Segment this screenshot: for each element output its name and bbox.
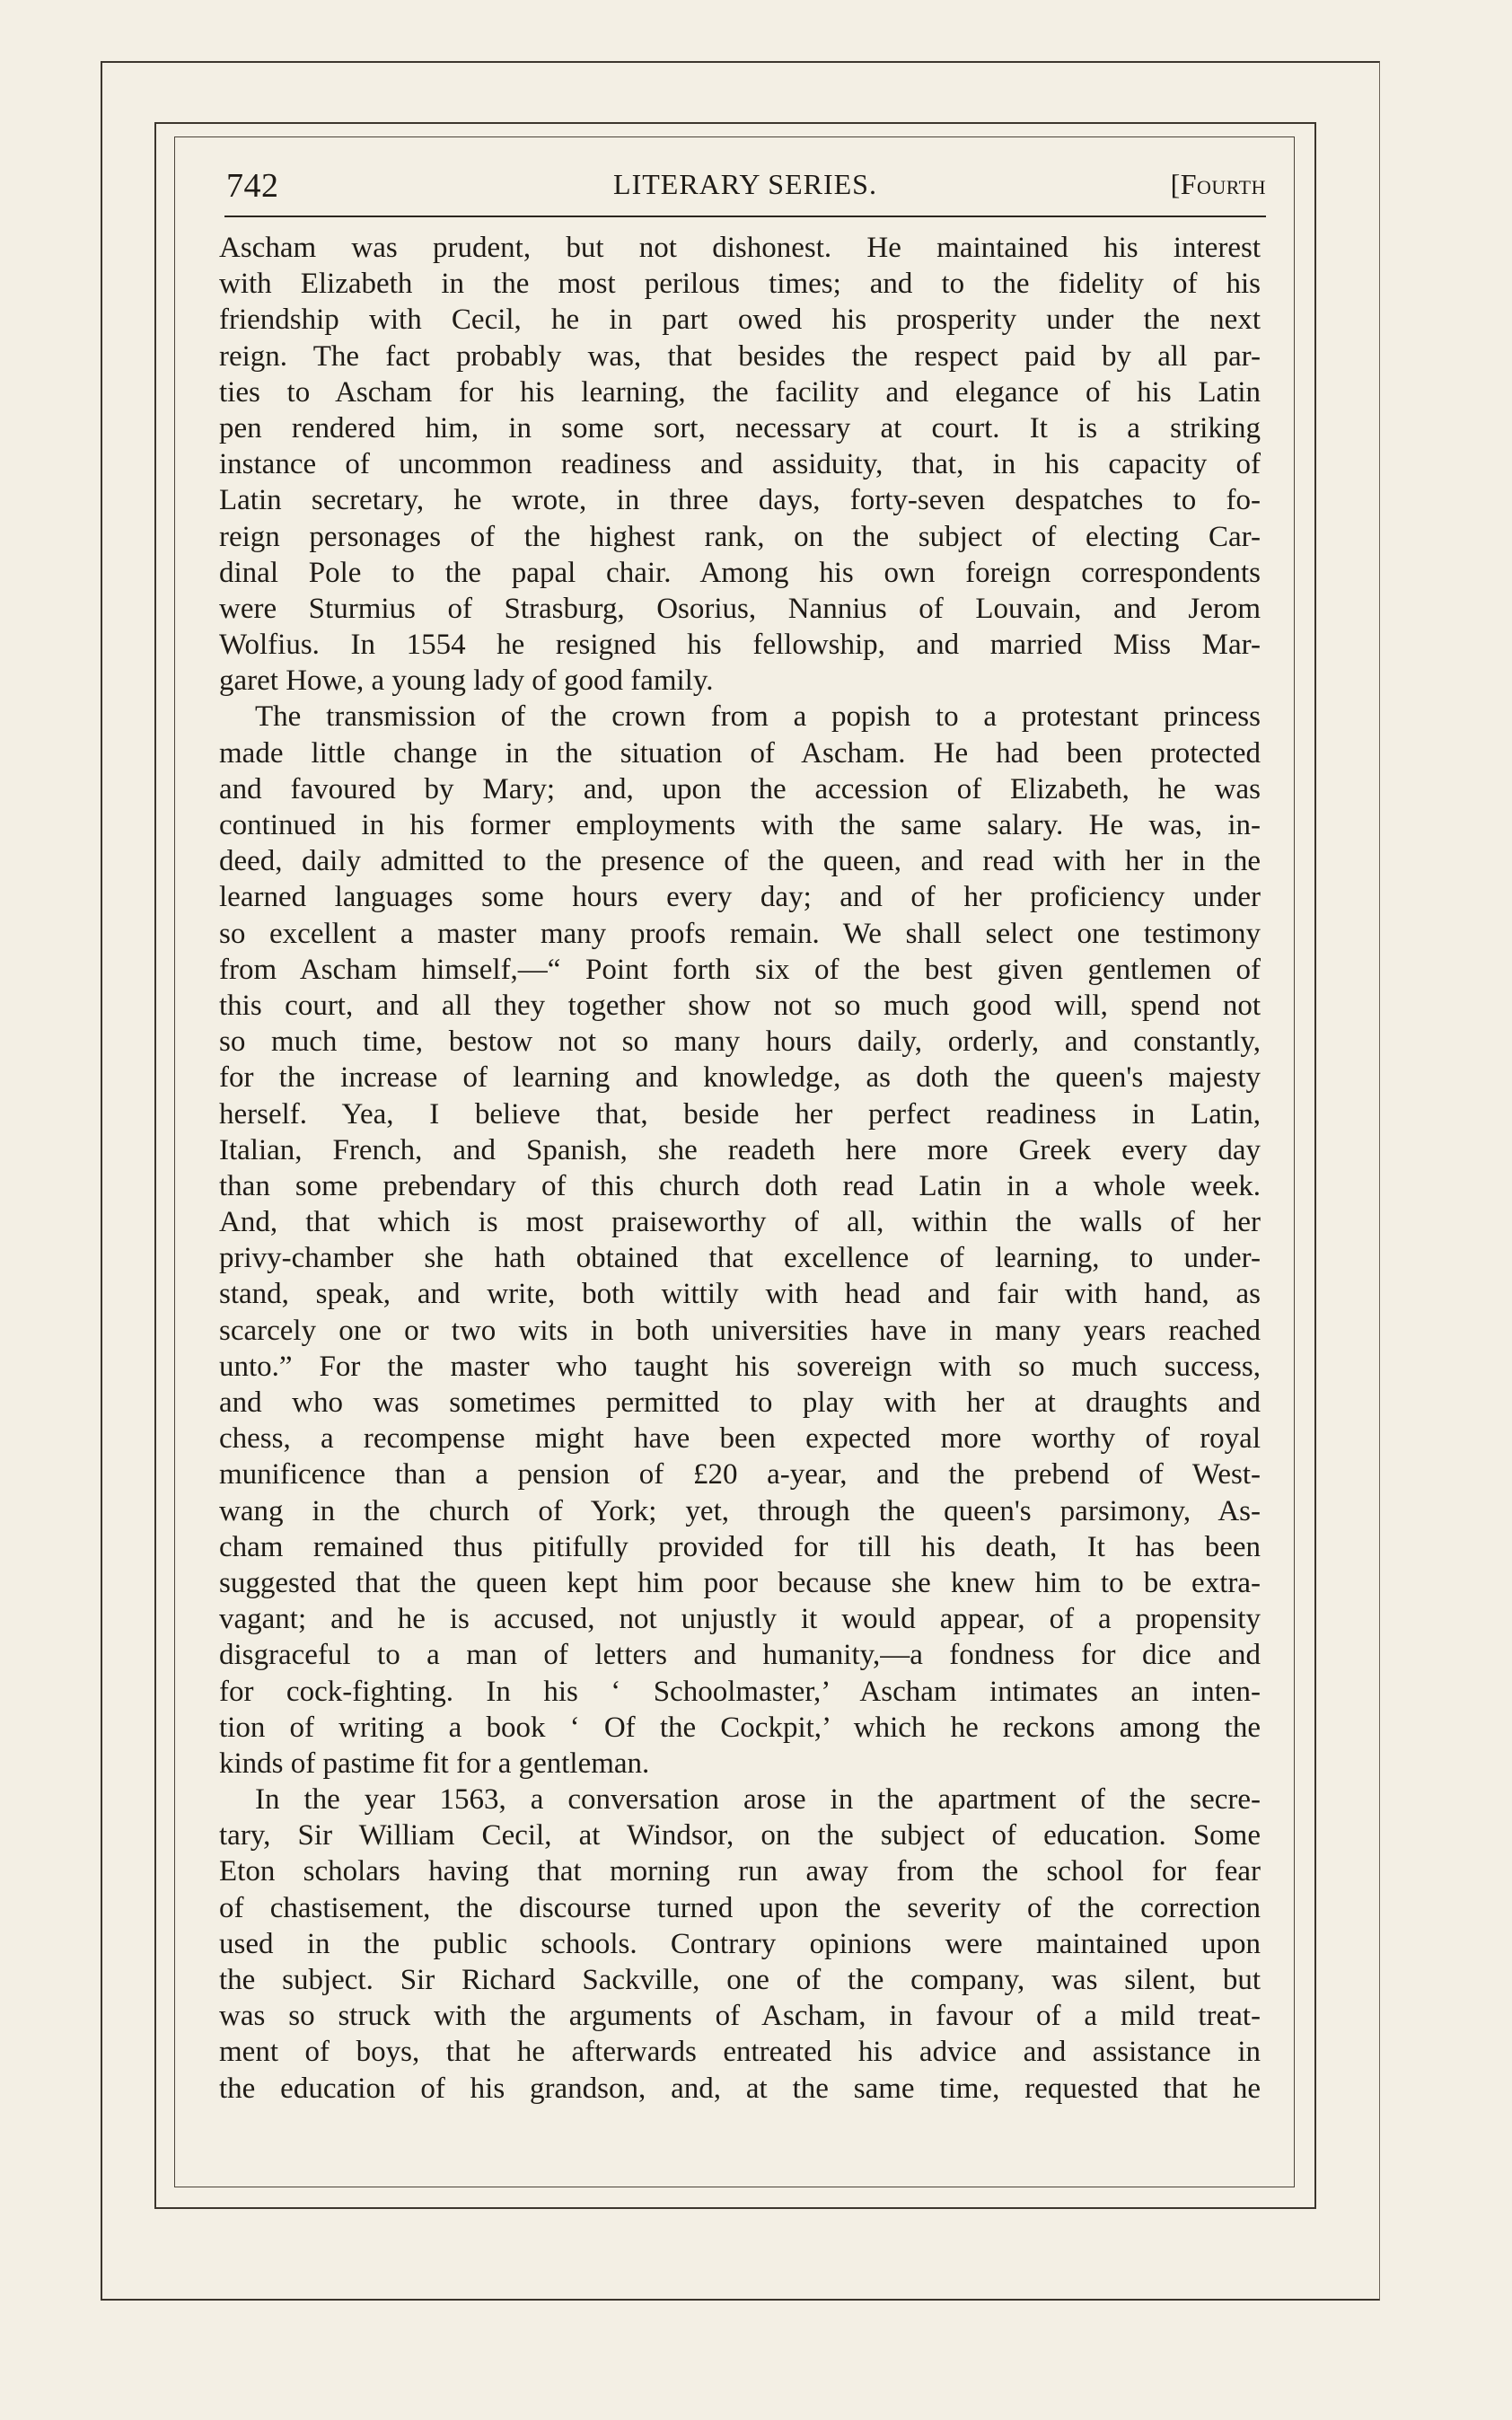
section-label: [Fourth (1170, 168, 1266, 200)
text-line: this court, and all they together show not so much good will, spend not (219, 989, 1261, 1022)
text-line: disgraceful to a man of letters and humanity,—a fondness for dice and (219, 1639, 1261, 1672)
text-line: privy-chamber she hath obtained that excellence of learning, to under- (219, 1242, 1261, 1275)
text-line: munificence than a pension of £20 a-year, and the prebend of West- (219, 1458, 1261, 1492)
text-line: ment of boys, that he afterwards entreated his advice and assistance in (219, 2036, 1261, 2069)
text-line: with Elizabeth in the most perilous times; and to the fidelity of his (219, 268, 1261, 301)
text-line: friendship with Cecil, he in part owed his prosperity under the next (219, 304, 1261, 337)
text-line: so excellent a master many proofs remain. We shall select one testimony (219, 917, 1261, 950)
text-line: tion of writing a book ‘ Of the Cockpit,’ which he reckons among the (219, 1711, 1261, 1744)
text-line: than some prebendary of this church doth read Latin in a whole week. (219, 1169, 1261, 1202)
text-line: vagant; and he is accused, not unjustly it would appear, of a propensity (219, 1603, 1261, 1636)
text-line: continued in his former employments with the same salary. He was, in- (219, 809, 1261, 841)
text-line: ties to Ascham for his learning, the facility and elegance of his Latin (219, 375, 1261, 409)
text-line: kinds of pastime fit for a gentleman. (219, 1747, 650, 1780)
text-line: Ascham was prudent, but not dishonest. He maintained his interest (219, 232, 1261, 264)
text-line: stand, speak, and write, both wittily with head and fair with hand, as (219, 1278, 1261, 1311)
body-text (219, 230, 1261, 2107)
text-line: Wolfius. In 1554 he resigned his fellowship, and married Miss Mar- (219, 629, 1261, 662)
text-line: garet Howe, a young lady of good family. (219, 664, 714, 698)
text-line: Italian, French, and Spanish, she readeth here more Greek every day (219, 1133, 1261, 1166)
text-line: pen rendered him, in some sort, necessary at court. It is a striking (219, 411, 1261, 444)
text-line: from Ascham himself,—“ Point forth six of the best given gentlemen of (219, 953, 1261, 986)
text-line: In the year 1563, a conversation arose in the apartment of the secre- (255, 1783, 1261, 1817)
text-line: Latin secretary, he wrote, in three days, forty-seven despatches to fo- (219, 484, 1261, 517)
text-line: were Sturmius of Strasburg, Osorius, Nannius of Louvain, and Jerom (219, 592, 1261, 625)
text-line: wang in the church of York; yet, through the queen's parsimony, As- (219, 1494, 1261, 1527)
text-line: chess, a recompense might have been expected more worthy of royal (219, 1422, 1261, 1456)
text-line: so much time, bestow not so many hours daily, orderly, and constantly, (219, 1025, 1261, 1059)
running-head (224, 166, 1266, 213)
text-line: of chastisement, the discourse turned upon the severity of the correction (219, 1891, 1261, 1924)
header-rule (224, 216, 1266, 217)
text-line: suggested that the queen kept him poor because she knew him to be extra- (219, 1566, 1261, 1599)
text-line: herself. Yea, I believe that, beside her perfect readiness in Latin, (219, 1097, 1261, 1131)
text-line: scarcely one or two wits in both universities have in many years reached (219, 1314, 1261, 1347)
text-line: And, that which is most praiseworthy of all, within the walls of her (219, 1206, 1261, 1239)
text-line: for the increase of learning and knowledge, as doth the queen's majesty (219, 1061, 1261, 1095)
text-line: tary, Sir William Cecil, at Windsor, on the subject of education. Some (219, 1819, 1261, 1852)
page-number: 742 (226, 167, 279, 205)
text-line: dinal Pole to the papal chair. Among his own foreign correspondents (219, 556, 1261, 589)
text-line: and who was sometimes permitted to play with her at draughts and (219, 1386, 1261, 1419)
text-line: Eton scholars having that morning run away from the school for fear (219, 1855, 1261, 1888)
text-line: cham remained thus pitifully provided for till his death, It has been (219, 1530, 1261, 1563)
series-title: LITERARY SERIES. (613, 168, 877, 200)
text-line: and favoured by Mary; and, upon the accession of Elizabeth, he was (219, 772, 1261, 805)
text-line: reign personages of the highest rank, on the subject of electing Car- (219, 520, 1261, 553)
text-line: the subject. Sir Richard Sackville, one of the company, was silent, but (219, 1964, 1261, 1996)
text-line: made little change in the situation of Ascham. He had been protected (219, 736, 1261, 770)
text-line: the education of his grandson, and, at the same time, requested that he (219, 2072, 1261, 2105)
text-line: was so struck with the arguments of Ascham, in favour of a mild treat- (219, 2000, 1261, 2033)
text-line: The transmission of the crown from a popish to a protestant princess (255, 700, 1261, 734)
text-line: used in the public schools. Contrary opinions were maintained upon (219, 1927, 1261, 1960)
text-line: deed, daily admitted to the presence of the queen, and read with her in the (219, 845, 1261, 878)
text-line: unto.” For the master who taught his sovereign with so much success, (219, 1350, 1261, 1383)
text-line: instance of uncommon readiness and assiduity, that, in his capacity of (219, 448, 1261, 481)
text-line: reign. The fact probably was, that besides the respect paid by all par- (219, 339, 1261, 373)
text-line: for cock-fighting. In his ‘ Schoolmaster,’ Ascham intimates an inten- (219, 1675, 1261, 1708)
text-line: learned languages some hours every day; and of her proficiency under (219, 881, 1261, 914)
